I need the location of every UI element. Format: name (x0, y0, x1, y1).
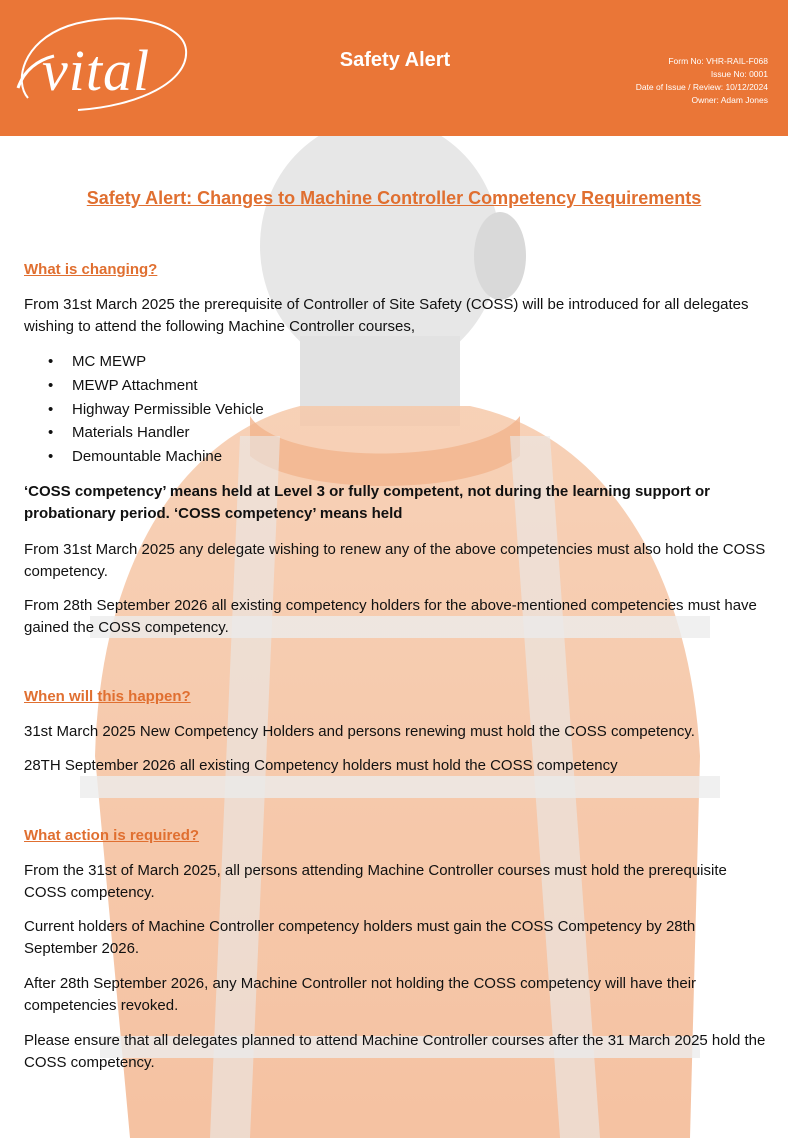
list-item (48, 374, 264, 398)
course-name: Highway Permissible Vehicle (72, 400, 264, 418)
date-of-issue: Date of Issue / Review: 10/12/2024 (635, 82, 768, 92)
bullet-icon: • (48, 448, 54, 466)
renewal-requirement: From 31st March 2025 any delegate wishing to renew any of the above competencies must also hold the COSS competency. (24, 541, 766, 580)
heading-what-action-is-required: What action is required? (24, 827, 200, 844)
header-title: Safety Alert (339, 49, 451, 71)
timeline-line-2: 28TH September 2026 all existing Competency holders must hold the COSS competency (24, 757, 618, 774)
bullet-icon: • (48, 424, 54, 442)
issue-number: Issue No: 0001 (710, 69, 768, 79)
changing-intro: From 31st March 2025 the prerequisite of Controller of Site Safety (COSS) will be introduced for all delegates wishing to attend the following Machine Controller courses, (24, 296, 749, 335)
heading-what-is-changing: What is changing? (24, 261, 158, 278)
bullet-icon: • (48, 400, 54, 418)
existing-holders-requirement: From 28th September 2026 all existing competency holders for the above-mentioned competencies must have gained the COSS competency. (24, 597, 757, 636)
form-number: Form No: VHR-RAIL-F068 (668, 56, 768, 66)
list-item (48, 398, 264, 422)
document-title: Safety Alert: Changes to Machine Controller Competency Requirements (86, 188, 702, 208)
course-name: MEWP Attachment (72, 376, 198, 394)
action-paragraph-3: After 28th September 2026, any Machine Controller not holding the COSS competency will have their competencies revoked. (24, 975, 697, 1014)
list-item (48, 445, 264, 469)
list-item (48, 350, 264, 374)
action-paragraph-2: Current holders of Machine Controller competency holders must gain the COSS Competency by 28th September 2026. (24, 918, 696, 957)
logo-wordmark: vital (42, 38, 151, 103)
document-owner: Owner: Adam Jones (691, 95, 768, 105)
action-paragraph-4: Please ensure that all delegates planned to attend Machine Controller courses after the 31 March 2025 hold the COSS competency. (24, 1032, 766, 1071)
heading-when-will-this-happen: When will this happen? (24, 688, 191, 705)
timeline-line-1: 31st March 2025 New Competency Holders and persons renewing must hold the COSS competency. (24, 723, 695, 740)
course-list (48, 350, 264, 469)
action-paragraph-1: From the 31st of March 2025, all persons attending Machine Controller courses must hold the prerequisite COSS competency. (24, 862, 727, 901)
course-name: MC MEWP (72, 353, 147, 370)
course-name: Materials Handler (72, 424, 190, 442)
bullet-icon: • (48, 353, 54, 370)
course-name: Demountable Machine (72, 448, 223, 466)
bullet-icon: • (48, 376, 54, 394)
list-item (48, 421, 264, 445)
coss-definition: ‘COSS competency’ means held at Level 3 or fully competent, not during the learning support or probationary period. ‘COSS competency’ means held (24, 483, 710, 522)
